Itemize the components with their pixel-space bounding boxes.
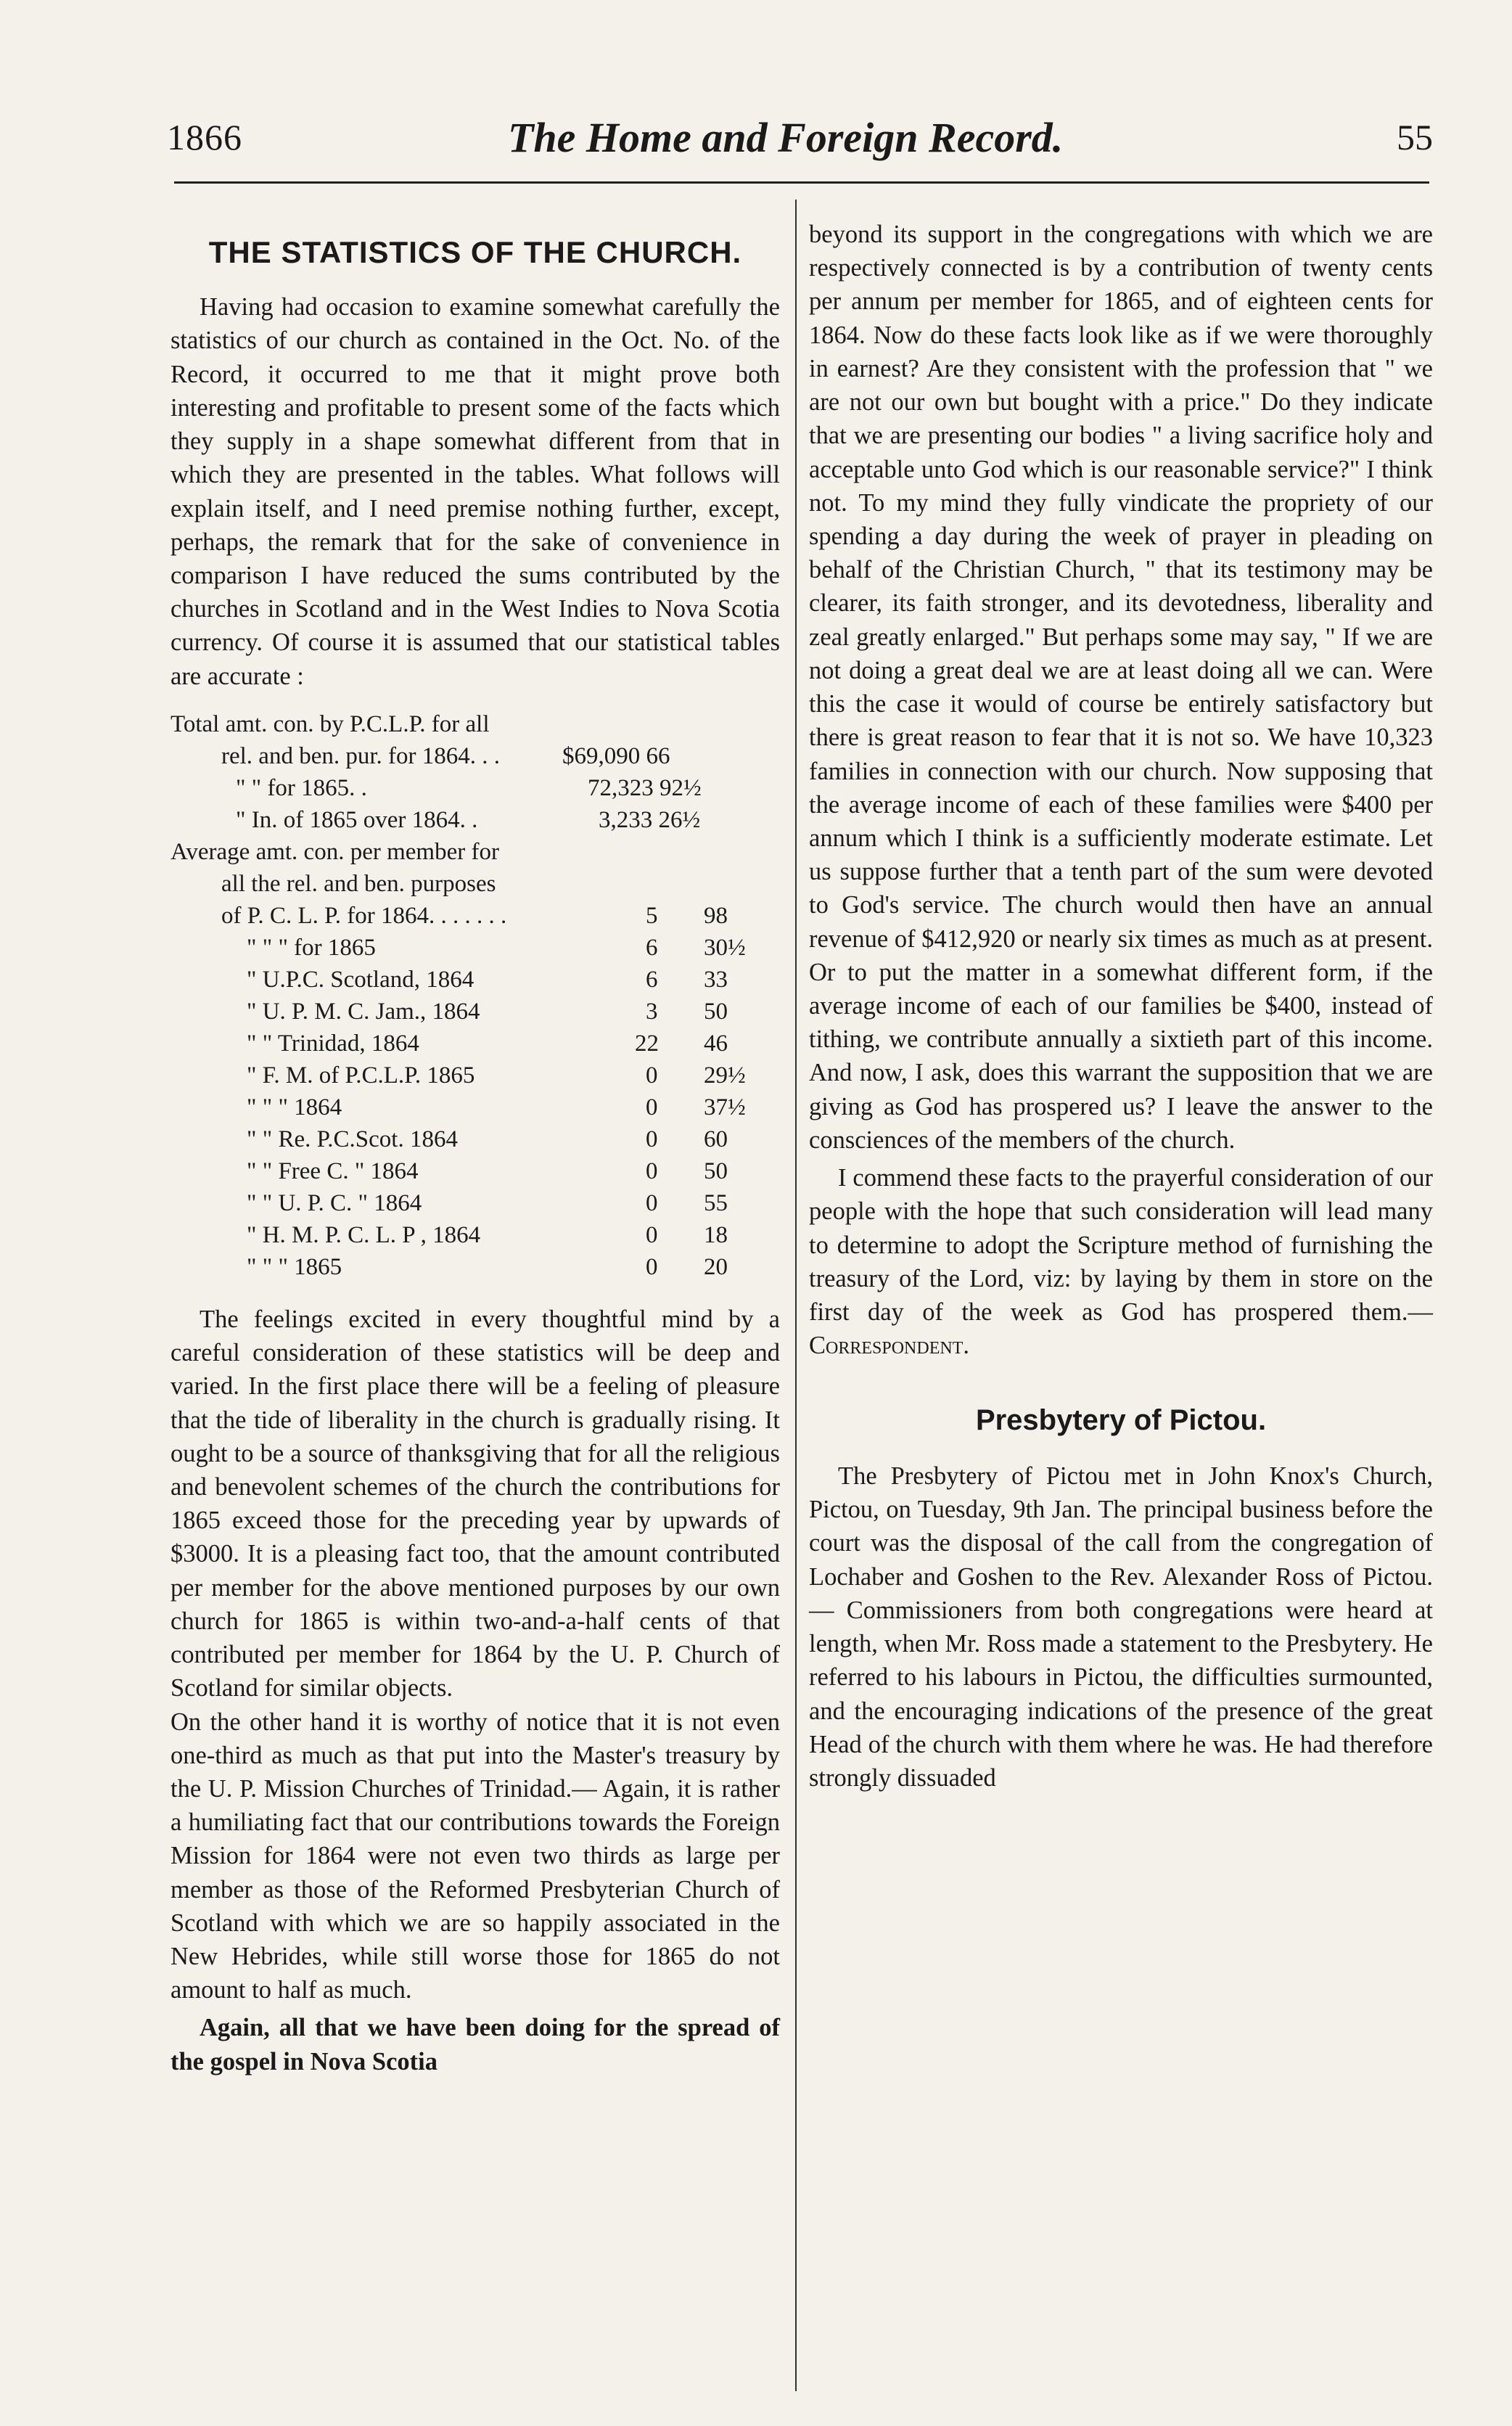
- header-year: 1866: [167, 117, 242, 157]
- average-cents: 33: [704, 966, 728, 993]
- totals-value: 3,233 26½: [599, 806, 701, 833]
- average-label: " " " 1864: [247, 1094, 342, 1120]
- average-cents: 37½: [704, 1094, 746, 1120]
- totals-value: $69,090 66: [562, 742, 670, 769]
- article-title: THE STATISTICS OF THE CHURCH.: [208, 235, 742, 269]
- average-cents: 46: [704, 1030, 728, 1057]
- average-dollars: 3: [646, 998, 658, 1025]
- average-dollars: 5: [646, 902, 658, 929]
- average-label: " " U. P. C. " 1864: [247, 1189, 422, 1216]
- average-cents: 18: [704, 1221, 728, 1248]
- paragraph: beyond its support in the congregations with which we are respectively connected is by a contribution of twenty cents per annum per member for 1865, and of eighteen cents for 1864. Now do these facts look like as if we were thoroughly in earnest? Are they consistent with the profession that " we are not our own but bought with a price." Do they indicate that we are presenting our bodies " a living sacrifice holy and acceptable unto God which is our reasonable service?" I think not. To my mind they fully vindicate the propriety of our spending a day during the week of prayer in pleading on behalf of the Christian Church, " that its testimony may be clearer, its faith stronger, and its devotedness, liberality and zeal greatly enlarged." But perhaps some may say, " If we are not doing a great deal we are at least doing all we can. Were this the case it would of course be entirely satisfactory but there is great reason to fear that it is not so. We have 10,323 families in connection with our church. Now supposing that the average income of each of these families were $400 per annum which I think is a sufficiently moderate estimate. Let us suppose further that a tenth part of the sum were devoted to God's service. The church would then have an annual revenue of $412,920 or nearly six times as much as at present. Or to put the matter in a somewhat different form, if the average income of each of our families be $400, instead of tithing, we contribute annually a sixtieth part of this income. And now, I ask, does this warrant the supposition that we are giving as God has prospered us? I leave the answer to the consciences of the members of the church.: [809, 221, 1433, 1154]
- average-row: [170, 933, 780, 964]
- average-cents: 98: [704, 902, 728, 929]
- average-dollars: 0: [646, 1126, 658, 1152]
- average-row: [170, 1156, 780, 1188]
- header-rule: [174, 181, 1429, 184]
- average-dollars: 0: [646, 1221, 658, 1248]
- average-label: " " " for 1865: [247, 934, 376, 961]
- totals-heading: Total amt. con. by P.C.L.P. for all: [170, 710, 490, 737]
- average-row: [170, 1124, 780, 1156]
- average-dollars: 0: [646, 1189, 658, 1216]
- article-intro: Having had occasion to examine somewhat carefully the statistics of our church as contained in the Oct. No. of the Record, it occurred to me that it might prove both interesting and profitable to present some of the facts which they supply in a shape somewhat different from that in which they are presented in the tables. What follows will explain itself, and I need premise nothing further, except, perhaps, the remark that for the sake of convenience in comparison I have reduced the sums contributed by the churches in Scotland and in the West Indies to Nova Scotia currency. Of course it is assumed that our statistical tables are accurate :: [170, 293, 780, 690]
- average-cents: 55: [704, 1189, 728, 1216]
- signature: Correspondent.: [809, 1332, 969, 1360]
- average-heading: all the rel. and ben. purposes: [221, 870, 496, 897]
- average-row: [170, 1188, 780, 1220]
- average-label: " H. M. P. C. L. P , 1864: [247, 1221, 481, 1248]
- page-header: [167, 116, 1433, 174]
- average-label: " F. M. of P.C.L.P. 1865: [247, 1062, 475, 1089]
- paragraph: Again, all that we have been doing for the spread of the gospel in Nova Scotia: [170, 2014, 780, 2075]
- column-divider: [795, 200, 797, 2391]
- average-dollars: 0: [646, 1094, 658, 1120]
- header-title: The Home and Foreign Record.: [508, 114, 1064, 161]
- average-heading: Average amt. con. per member for: [170, 838, 499, 865]
- average-row: [170, 901, 780, 933]
- right-column: [809, 218, 1433, 1795]
- totals-row: [170, 773, 780, 805]
- totals-heading-row: [170, 709, 780, 741]
- paragraph: On the other hand it is worthy of notice that it is not even one-third as much as that put into the Master's treasury by the U. P. Mission Churches of Trinidad.— Again, it is rather a humiliating fact that our contributions towards the Foreign Mission for 1864 were not even two thirds as large per member as those of the Reformed Presbyterian Church of Scotland with which we are so happily associated in the New Hebrides, while still worse those for 1865 do not amount to half as much.: [170, 1708, 780, 2004]
- average-row: [170, 1220, 780, 1252]
- average-label: " " Trinidad, 1864: [247, 1030, 419, 1057]
- average-row: [170, 996, 780, 1028]
- average-row: [170, 1060, 780, 1092]
- average-row: [170, 1092, 780, 1124]
- average-cents: 29½: [704, 1062, 746, 1089]
- average-cents: 20: [704, 1253, 728, 1280]
- average-dollars: 6: [646, 934, 658, 961]
- average-cents: 50: [704, 1157, 728, 1184]
- average-heading-row: [170, 869, 780, 901]
- average-row: [170, 1028, 780, 1060]
- average-dollars: 0: [646, 1253, 658, 1280]
- header-page-number: 55: [1397, 117, 1433, 157]
- totals-row: [170, 805, 780, 837]
- average-label: " " " 1865: [247, 1253, 342, 1280]
- totals-label: " " for 1865. .: [236, 774, 367, 801]
- average-dollars: 0: [646, 1157, 658, 1184]
- paragraph: The feelings excited in every thoughtful mind by a careful consideration of these statistics will be deep and varied. In the first place there will be a feeling of pleasure that the tide of liberality in the church is gradually rising. It ought to be a source of thanksgiving that for all the religious and benevolent schemes of the church the contributions for 1865 exceed those for the preceding year by upwards of $3000. It is a pleasing fact too, that the amount contributed per member for the above mentioned purposes by our own church for 1865 is within two-and-a-half cents of that contributed per member for 1864 by the U. P. Church of Scotland for similar objects.: [170, 1305, 780, 1702]
- average-label: " U.P.C. Scotland, 1864: [247, 966, 474, 993]
- average-label: of P. C. L. P. for 1864. . . . . . .: [221, 902, 507, 929]
- totals-label: rel. and ben. pur. for 1864. . .: [221, 742, 500, 769]
- average-cents: 50: [704, 998, 728, 1025]
- average-dollars: 22: [635, 1030, 659, 1057]
- paragraph-text: I commend these facts to the prayerful consideration of our people with the hope that such consideration will lead many to determine to adopt the Scripture method of furnishing the treasury of the Lord, viz: by laying by them in store on the first day of the week as God has prospered them.—: [809, 1164, 1433, 1326]
- average-dollars: 0: [646, 1062, 658, 1089]
- average-cents: 30½: [704, 934, 746, 961]
- average-label: " U. P. M. C. Jam., 1864: [247, 998, 480, 1025]
- section-title: Presbytery of Pictou.: [975, 1404, 1267, 1437]
- average-cents: 60: [704, 1126, 728, 1152]
- totals-value: 72,323 92½: [588, 774, 702, 801]
- average-dollars: 6: [646, 966, 658, 993]
- average-heading-row: [170, 837, 780, 869]
- average-label: " " Free C. " 1864: [247, 1157, 419, 1184]
- average-row: [170, 964, 780, 996]
- paragraph: The Presbytery of Pictou met in John Knox's Church, Pictou, on Tuesday, 9th Jan. The principal business before the court was the disposal of the call from the congregation of Lochaber and Goshen to the Rev. Alexander Ross of Pictou.— Commissioners from both congregations were heard at length, when Mr. Ross made a statement to the Presbytery. He referred to his labours in Pictou, the difficulties surmounted, and the encouraging indications of the presence of the great Head of the church with them where he was. He had therefore strongly dissuaded: [809, 1462, 1433, 1792]
- statistics-table: [170, 709, 780, 1284]
- left-column: [170, 218, 780, 2078]
- average-row: [170, 1252, 780, 1284]
- totals-label: " In. of 1865 over 1864. .: [236, 806, 478, 833]
- average-label: " " Re. P.C.Scot. 1864: [247, 1126, 458, 1152]
- paragraph: [809, 1161, 1433, 1362]
- totals-row: [170, 741, 780, 773]
